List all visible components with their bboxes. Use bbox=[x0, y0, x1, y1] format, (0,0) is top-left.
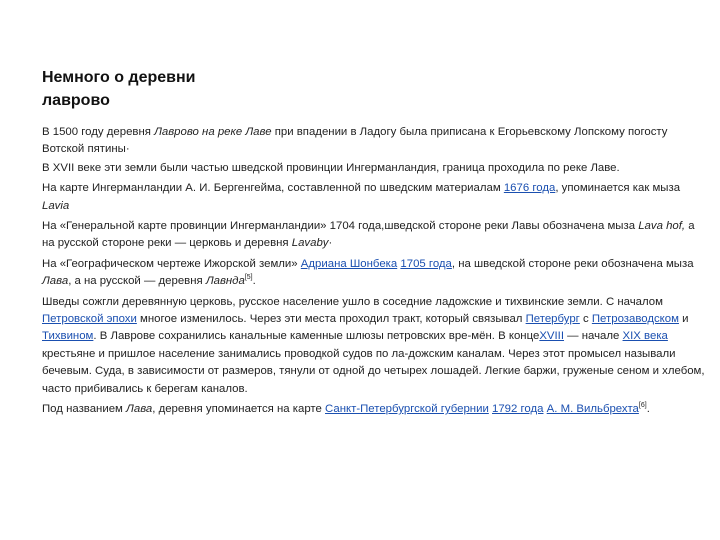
link-tikhvin[interactable]: Тихвином bbox=[42, 330, 94, 343]
text: , а на русской — деревня bbox=[68, 275, 206, 288]
link-adrian-schonbeck[interactable]: Адриана Шонбека bbox=[300, 257, 398, 270]
text: На «Географическом чертеже Ижорской земли» bbox=[42, 257, 301, 270]
title-line-2: лаврово bbox=[42, 92, 110, 109]
footnote-ref-5[interactable]: [5] bbox=[244, 274, 253, 282]
link-petrozavodsk[interactable]: Петрозаводском bbox=[591, 313, 679, 326]
text: На «Генеральной карте провинции Ингерманландии» 1704 года,шведской стороне реки Лавы обозначена мыза bbox=[42, 220, 639, 233]
text: . bbox=[252, 275, 256, 288]
italic-text: Лаврово на реке Лаве bbox=[154, 126, 272, 138]
link-1705[interactable]: 1705 года bbox=[400, 257, 452, 270]
text: В 1500 году деревня bbox=[42, 126, 155, 138]
paragraph-petrine-era bbox=[42, 294, 708, 398]
link-1792[interactable]: 1792 года bbox=[492, 403, 544, 416]
link-petrine-era[interactable]: Петровской эпохи bbox=[42, 313, 137, 326]
link-spb-governorate[interactable]: Санкт-Петербургской губернии bbox=[325, 403, 489, 416]
paragraph-schonbeck-map bbox=[42, 256, 708, 291]
italic-text: Lava hof, bbox=[638, 220, 686, 233]
paragraph-xvii bbox=[42, 160, 708, 177]
link-petersburg[interactable]: Петербург bbox=[525, 313, 580, 326]
text: Под названием bbox=[42, 403, 127, 416]
title-line-1: Немного о деревни bbox=[42, 69, 196, 86]
text: а на русской стороне реки — церковь и деревня bbox=[42, 220, 695, 250]
text: · bbox=[328, 237, 333, 250]
link-1676[interactable]: 1676 года bbox=[503, 182, 556, 195]
italic-text: Лава bbox=[42, 275, 69, 288]
italic-text: Lavaby bbox=[291, 237, 329, 250]
text: с bbox=[579, 313, 592, 326]
text: . bbox=[646, 403, 650, 416]
page-title bbox=[42, 66, 342, 112]
text: и bbox=[678, 313, 689, 326]
text: многое изменилось. Через эти места проходил тракт, который связывал bbox=[136, 313, 526, 326]
italic-text: Lavia bbox=[42, 199, 70, 212]
paragraph-bergenheim-map bbox=[42, 180, 708, 215]
text: — начале bbox=[564, 330, 623, 343]
paragraph-general-map-1704 bbox=[42, 218, 708, 253]
text: , упоминается как мыза bbox=[555, 182, 681, 195]
article-body bbox=[42, 124, 708, 422]
text: , деревня упоминается на карте bbox=[152, 403, 326, 416]
paragraph-1500 bbox=[42, 124, 708, 159]
footnote-ref-6[interactable]: [6] bbox=[638, 402, 647, 410]
text: , на шведской стороне реки обозначена мыза bbox=[451, 257, 694, 270]
italic-text: Лавнда bbox=[205, 275, 245, 288]
text: В XVII веке эти земли были частью шведской провинции Ингерманландия, граница проходила по реке Лаве. bbox=[42, 161, 620, 174]
text: Шведы сожгли деревянную церковь, русское население ушло в соседние ладожские и тихвинские земли. С началом bbox=[42, 295, 663, 308]
text: . В Лаврове сохранились канальные каменные шлюзы петровских вре-мён. В конце bbox=[93, 330, 540, 343]
link-xix-century[interactable]: XIX века bbox=[622, 330, 668, 343]
text: при впадении в Ладогу была приписана к Егорьевскому Лопскому погосту Вотской пятины· bbox=[42, 126, 668, 156]
link-wilbrecht[interactable]: А. М. Вильбрехта bbox=[546, 403, 639, 416]
italic-text: Лава bbox=[126, 403, 153, 416]
text: крестьяне и пришлое население занимались проводкой судов по ла-дожским каналам. Через этот промысел называли бечевым. Суда, в зависимости от размеров, тянули от одной до четырех лошадей. Легкие баржи, груженые сеном и хлебом, часто прибивались к берегам каналов. bbox=[42, 347, 705, 395]
paragraph-wilbrecht-map bbox=[42, 401, 708, 418]
text: На карте Ингерманландии А. И. Бергенгейма, составленной по шведским материалам bbox=[42, 182, 504, 195]
link-xviii[interactable]: XVIII bbox=[539, 330, 565, 343]
